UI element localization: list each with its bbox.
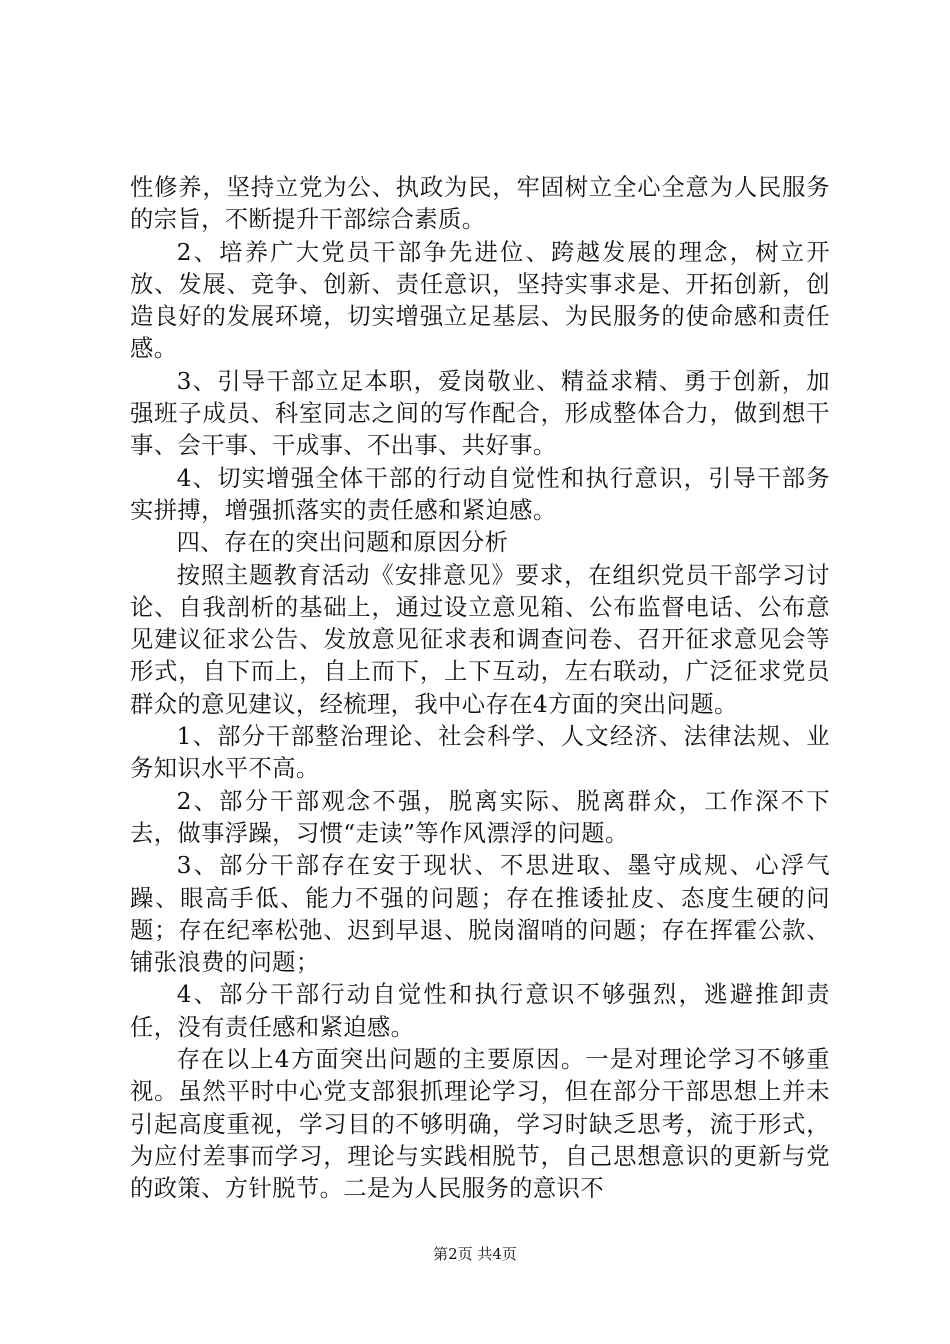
- paragraph-intro: 按照主题教育活动《安排意见》要求，在组织党员干部学习讨论、自我剖析的基础上，通过设立意见箱、公布监督电话、公布意见建议征求公告、发放意见征求表和调查问卷、召开征求意见会等形式，自下而上，自上而下，上下互动，左右联动，广泛征求党员群众的意见建议，经梳理，我中心存在4方面的突出问题。: [130, 561, 830, 718]
- paragraph-item-2: 2、培养广大党员干部争先进位、跨越发展的理念，树立开放、发展、竞争、创新、责任意识，坚持实事求是、开拓创新，创造良好的发展环境，切实增强立足基层、为民服务的使命感和责任感。: [130, 238, 830, 363]
- cause-analysis-paragraph: 存在以上4方面突出问题的主要原因。一是对理论学习不够重视。虽然平时中心党支部狠抓理论学习，但在部分干部思想上并未引起高度重视，学习目的不够明确，学习时缺乏思考，流于形式，为应付差事而学习，理论与实践相脱节，自己思想意识的更新与党的政策、方针脱节。二是为人民服务的意识不: [130, 1046, 830, 1203]
- paragraph-continued: 性修养，坚持立党为公、执政为民，牢固树立全心全意为人民服务的宗旨，不断提升干部综合素质。: [130, 174, 830, 234]
- page-footer: 第2页 共4页: [433, 1245, 517, 1263]
- paragraph-item-3: 3、引导干部立足本职，爱岗敬业、精益求精、勇于创新，加强班子成员、科室同志之间的写作配合，形成整体合力，做到想干事、会干事、干成事、不出事、共好事。: [130, 367, 830, 460]
- problem-item-3: 3、部分干部存在安于现状、不思进取、墨守成规、心浮气躁、眼高手低、能力不强的问题；存在推诿扯皮、态度生硬的问题；存在纪率松弛、迟到早退、脱岗溜哨的问题；存在挥霍公款、铺张浪费的问题；: [130, 852, 830, 977]
- problem-item-1: 1、部分干部整治理论、社会科学、人文经济、法律法规、业务知识水平不高。: [130, 723, 830, 783]
- paragraph-item-4: 4、切实增强全体干部的行动自觉性和执行意识，引导干部务实拼搏，增强抓落实的责任感和紧迫感。: [130, 464, 830, 524]
- document-body: [130, 172, 830, 1206]
- section-heading: 四、存在的突出问题和原因分析: [176, 529, 509, 557]
- problem-item-4: 4、部分干部行动自觉性和执行意识不够强烈，逃避推卸责任，没有责任感和紧迫感。: [130, 981, 830, 1041]
- problem-item-2: 2、部分干部观念不强，脱离实际、脱离群众，工作深不下去，做事浮躁，习惯“走读”等作风漂浮的问题。: [130, 787, 830, 847]
